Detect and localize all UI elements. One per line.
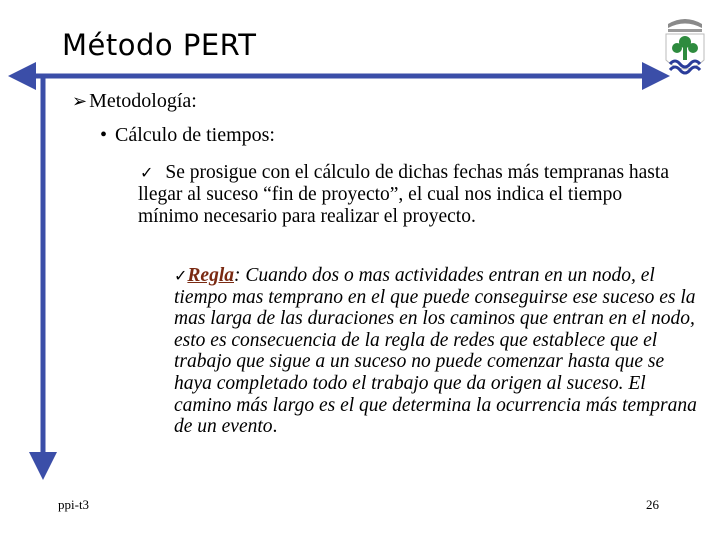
bullet-2-text: Cálculo de tiempos:	[115, 124, 275, 146]
slide-title: Método PERT	[62, 28, 257, 62]
rule-end: .	[272, 416, 278, 438]
bullet-1-text: Metodología:	[89, 90, 197, 112]
arrow-down-head-icon	[29, 452, 57, 480]
bullet-level-2	[100, 124, 275, 147]
arrow-left-head-icon	[8, 62, 36, 90]
university-crest-logo	[662, 16, 708, 80]
page-number: 26	[646, 497, 659, 512]
check-icon: ✓	[174, 266, 188, 285]
bullet-3-text: Se prosigue con el cálculo de dichas fechas más tempranas hasta llegar al suceso “fin de proyecto”, el cual nos indica el tiempo mínimo necesario para realizar el proyecto.	[138, 162, 669, 227]
bullet-level-1	[72, 90, 197, 113]
bullet-level-3	[138, 162, 678, 228]
check-icon: ✓	[140, 163, 154, 182]
rule-label: Regla	[187, 265, 234, 286]
rule-text: : Cuando dos o mas actividades entran en un nodo, el tiempo mas temprano en el que puede conseguirse ese suceso es la mas larga de las duraciones en los caminos que entran en el nodo, esto es consecuencia de la regla de redes que establece que el trabajo que sigue a un suceso no puede comenzar hasta que se haya completado todo el trabajo que da origen al suceso. El camino más largo es el que determina la ocurrencia más temprana de un evento	[174, 265, 697, 438]
bullet-level-4-rule	[174, 265, 702, 438]
arrow-bullet-icon: ➢	[72, 91, 88, 112]
round-bullet-icon: •	[100, 124, 108, 146]
footer-label: ppi-t3	[58, 497, 90, 512]
